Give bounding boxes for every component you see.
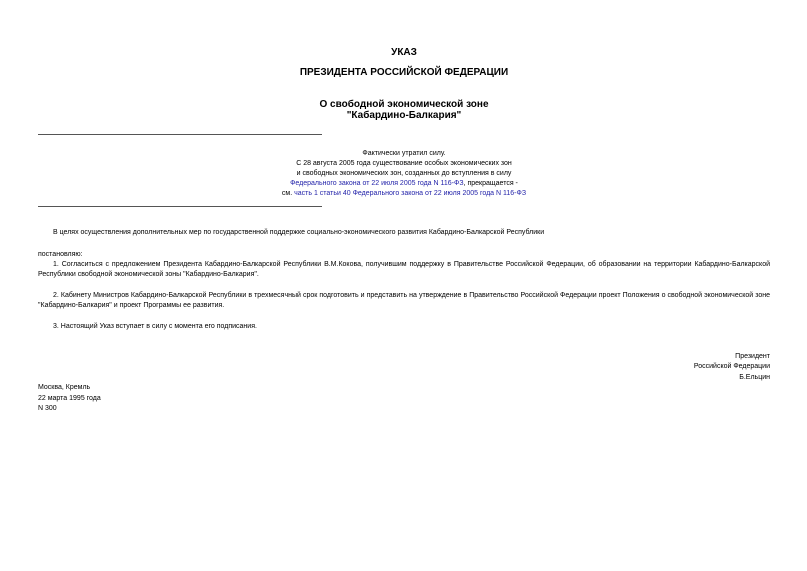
preamble-paragraph: В целях осуществления дополнительных мер по государственной поддержке социально-экономического развития Кабардино-Балкарской Республики xyxy=(53,229,545,236)
notice-bottom-divider xyxy=(38,206,322,207)
signatory-title-1: Президент xyxy=(735,353,770,360)
notice-line-4 xyxy=(38,179,770,189)
document-page xyxy=(38,0,770,571)
decree-number: N 300 xyxy=(38,405,57,412)
notice-line-4-tail: , прекращается - xyxy=(463,180,518,187)
article-40-link[interactable]: часть 1 статьи 40 Федерального закона от 22 июля 2005 года N 116-ФЗ xyxy=(294,190,527,197)
notice-line-1: Фактически утратил силу. xyxy=(362,150,446,157)
decree-word: постановляю: xyxy=(38,251,83,258)
notice-line-3: и свободных экономических зон, созданных до вступления в силу xyxy=(296,170,512,177)
signing-date: 22 марта 1995 года xyxy=(38,395,101,402)
notice-top-divider xyxy=(38,134,322,135)
notice-line-5 xyxy=(38,189,770,199)
notice-line-2: С 28 августа 2005 года существование особых экономических зон xyxy=(296,160,512,167)
doc-title-line1: О свободной экономической зоне xyxy=(319,99,489,110)
issuer-heading: ПРЕЗИДЕНТА РОССИЙСКОЙ ФЕДЕРАЦИИ xyxy=(299,67,509,78)
signatory-title-2: Российской Федерации xyxy=(693,363,770,370)
doc-type-heading: УКАЗ xyxy=(391,47,417,58)
see-prefix: см. xyxy=(281,190,293,197)
signatory-name: Б.Ельцин xyxy=(739,374,770,381)
item-1-paragraph: 1. Согласиться с предложением Президента Кабардино-Балкарской Республики В.М.Кокова, получившим поддержку в Правительстве Российской Федерации, об образовании на территории Кабардино-Балкарской Республики свободной экономической зоны "Кабардино-Балкария". xyxy=(38,261,770,278)
item-3-paragraph: 3. Настоящий Указ вступает в силу с момента его подписания. xyxy=(53,323,257,330)
federal-law-link[interactable]: Федерального закона от 22 июля 2005 года N 116-ФЗ xyxy=(290,180,464,187)
doc-title-line2: "Кабардино-Балкария" xyxy=(346,110,462,121)
item-2-paragraph: 2. Кабинету Министров Кабардино-Балкарской Республики в трехмесячный срок подготовить и представить на утверждение в Правительство Российской Федерации проект Положения о свободной экономической зоне "Кабардино-Балкария" и проект Программы ее развития. xyxy=(38,292,770,309)
signing-place: Москва, Кремль xyxy=(38,384,91,391)
